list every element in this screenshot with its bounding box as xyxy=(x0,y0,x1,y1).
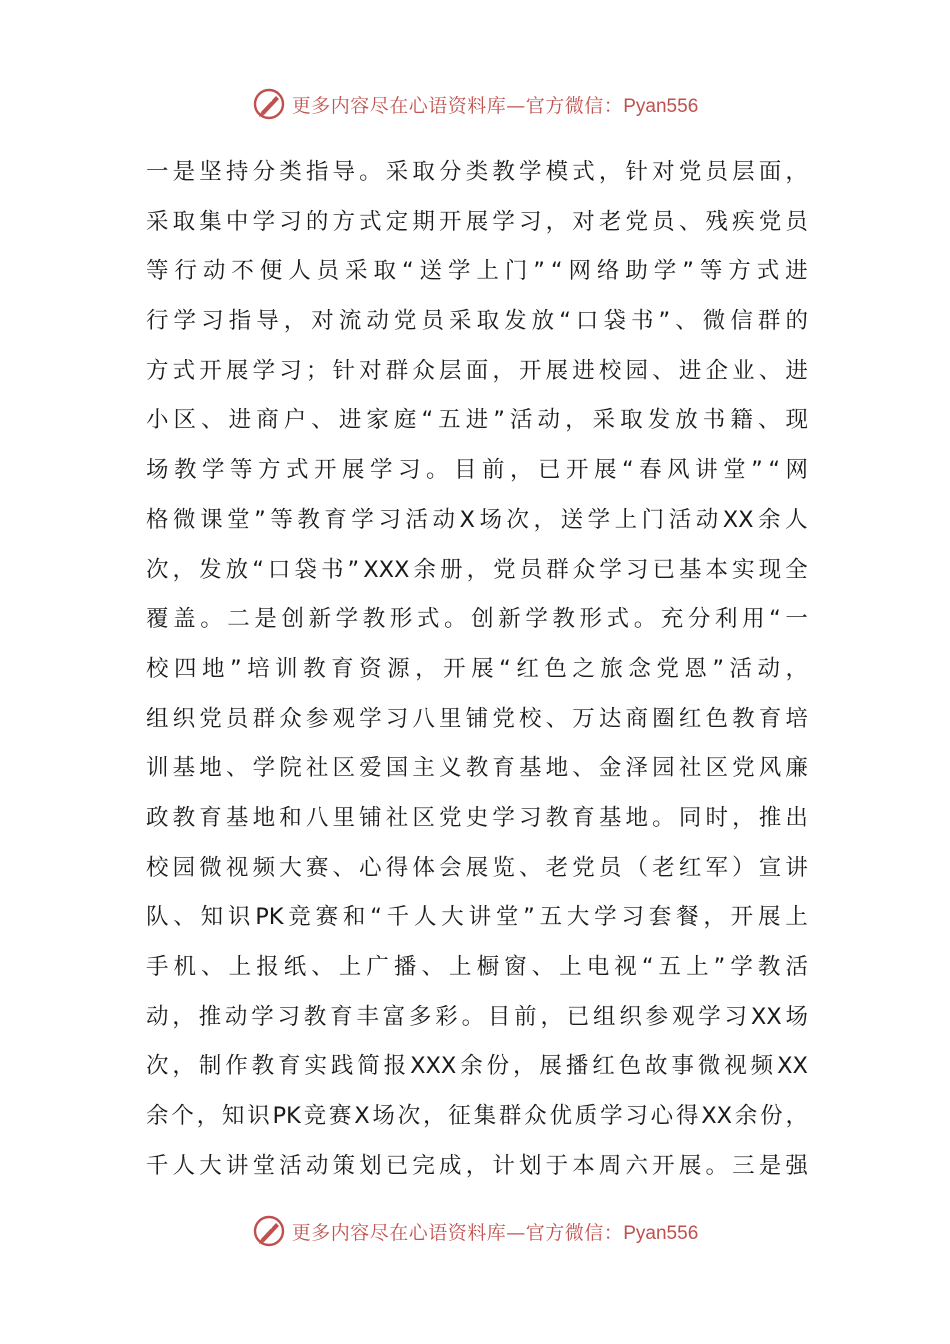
body-line: 采 取 集 中 学 习 的 方 式 定 期 开 展 学 习 ， 对 老 党 员 、 残 疾 党 员 xyxy=(146,208,808,235)
body-line: 千 人 大 讲 堂 活 动 策 划 已 完 成 ， 计 划 于 本 周 六 开 展 。 三 是 强 xyxy=(146,1152,808,1179)
body-line: 训 基 地 、 学 院 社 区 爱 国 主 义 教 育 基 地 、 金 泽 园 社 区 党 风 廉 xyxy=(146,755,808,782)
body-line: 小 区 、 进 商 户 、 进 家 庭 “ 五 进 ” 活 动 ， 采 取 发 放 书 籍 、 现 xyxy=(146,407,808,434)
footer-banner xyxy=(0,1211,950,1251)
body-line: 等 行 动 不 便 人 员 采 取 “ 送 学 上 门 ” “ 网 络 助 学 ” 等 方 式 进 xyxy=(146,258,808,285)
header-banner-handle: Pyan556 xyxy=(623,95,699,117)
document-body xyxy=(146,148,808,1191)
header-banner-label: 更多内容尽在心语资料库—官方微信： xyxy=(291,94,624,117)
body-line: 一 是 坚 持 分 类 指 导 。 采 取 分 类 教 学 模 式 ， 针 对 党 员 层 面 ， xyxy=(146,159,808,185)
header-banner-inner xyxy=(252,87,699,121)
header-banner-text xyxy=(292,91,699,118)
body-line: 余 个 ， 知 识 PK 竞 赛 X 场 次 ， 征 集 群 众 优 质 学 习 心 得 XX 余 份 ， xyxy=(146,1103,808,1130)
header-banner xyxy=(0,84,950,124)
body-line: 政 教 育 基 地 和 八 里 铺 社 区 党 史 学 习 教 育 基 地 。 同 时 ， 推 出 xyxy=(146,804,808,831)
body-line: 校 园 微 视 频 大 赛 、 心 得 体 会 展 览 、 老 党 员 （ 老 红 军 ） 宣 讲 xyxy=(146,854,808,881)
body-line: 动 ， 推 动 学 习 教 育 丰 富 多 彩 。 目 前 ， 已 组 织 参 观 学 习 XX 场 xyxy=(146,1003,808,1030)
footer-banner-inner xyxy=(252,1214,699,1248)
body-line: 组 织 党 员 群 众 参 观 学 习 八 里 铺 党 校 、 万 达 商 圈 红 色 教 育 培 xyxy=(146,705,808,732)
footer-banner-label: 更多内容尽在心语资料库—官方微信： xyxy=(291,1221,624,1244)
body-line: 校 四 地 ” 培 训 教 育 资 源 ， 开 展 “ 红 色 之 旅 念 党 恩 ” 活 动 ， xyxy=(146,655,808,682)
body-line: 队 、 知 识 PK 竞 赛 和 “ 千 人 大 讲 堂 ” 五 大 学 习 套 餐 ， 开 展 上 xyxy=(146,904,808,931)
body-line: 覆 盖 。 二 是 创 新 学 教 形 式 。 创 新 学 教 形 式 。 充 分 利 用 “ 一 xyxy=(146,606,808,633)
body-line: 行 学 习 指 导 ， 对 流 动 党 员 采 取 发 放 “ 口 袋 书 ” 、 微 信 群 的 xyxy=(146,308,808,335)
body-line: 格 微 课 堂 ” 等 教 育 学 习 活 动 X 场 次 ， 送 学 上 门 活 动 XX 余 人 xyxy=(146,506,808,533)
body-line: 次 ， 发 放 “ 口 袋 书 ” XXX 余 册 ， 党 员 群 众 学 习 已 基 本 实 现 全 xyxy=(146,556,808,583)
pen-seal-icon xyxy=(252,87,286,121)
body-line: 方 式 开 展 学 习 ； 针 对 群 众 层 面 ， 开 展 进 校 园 、 进 企 业 、 进 xyxy=(146,357,808,384)
body-line: 手 机 、 上 报 纸 、 上 广 播 、 上 橱 窗 、 上 电 视 “ 五 上 ” 学 教 活 xyxy=(146,954,808,980)
footer-banner-text xyxy=(292,1218,699,1245)
pen-seal-icon xyxy=(252,1214,286,1248)
body-line: 次 ， 制 作 教 育 实 践 简 报 XXX 余 份 ， 展 播 红 色 故 事 微 视 频 XX xyxy=(146,1053,808,1080)
body-line: 场 教 学 等 方 式 开 展 学 习 。 目 前 ， 已 开 展 “ 春 风 讲 堂 ” “ 网 xyxy=(146,457,808,484)
footer-banner-handle: Pyan556 xyxy=(623,1222,699,1244)
